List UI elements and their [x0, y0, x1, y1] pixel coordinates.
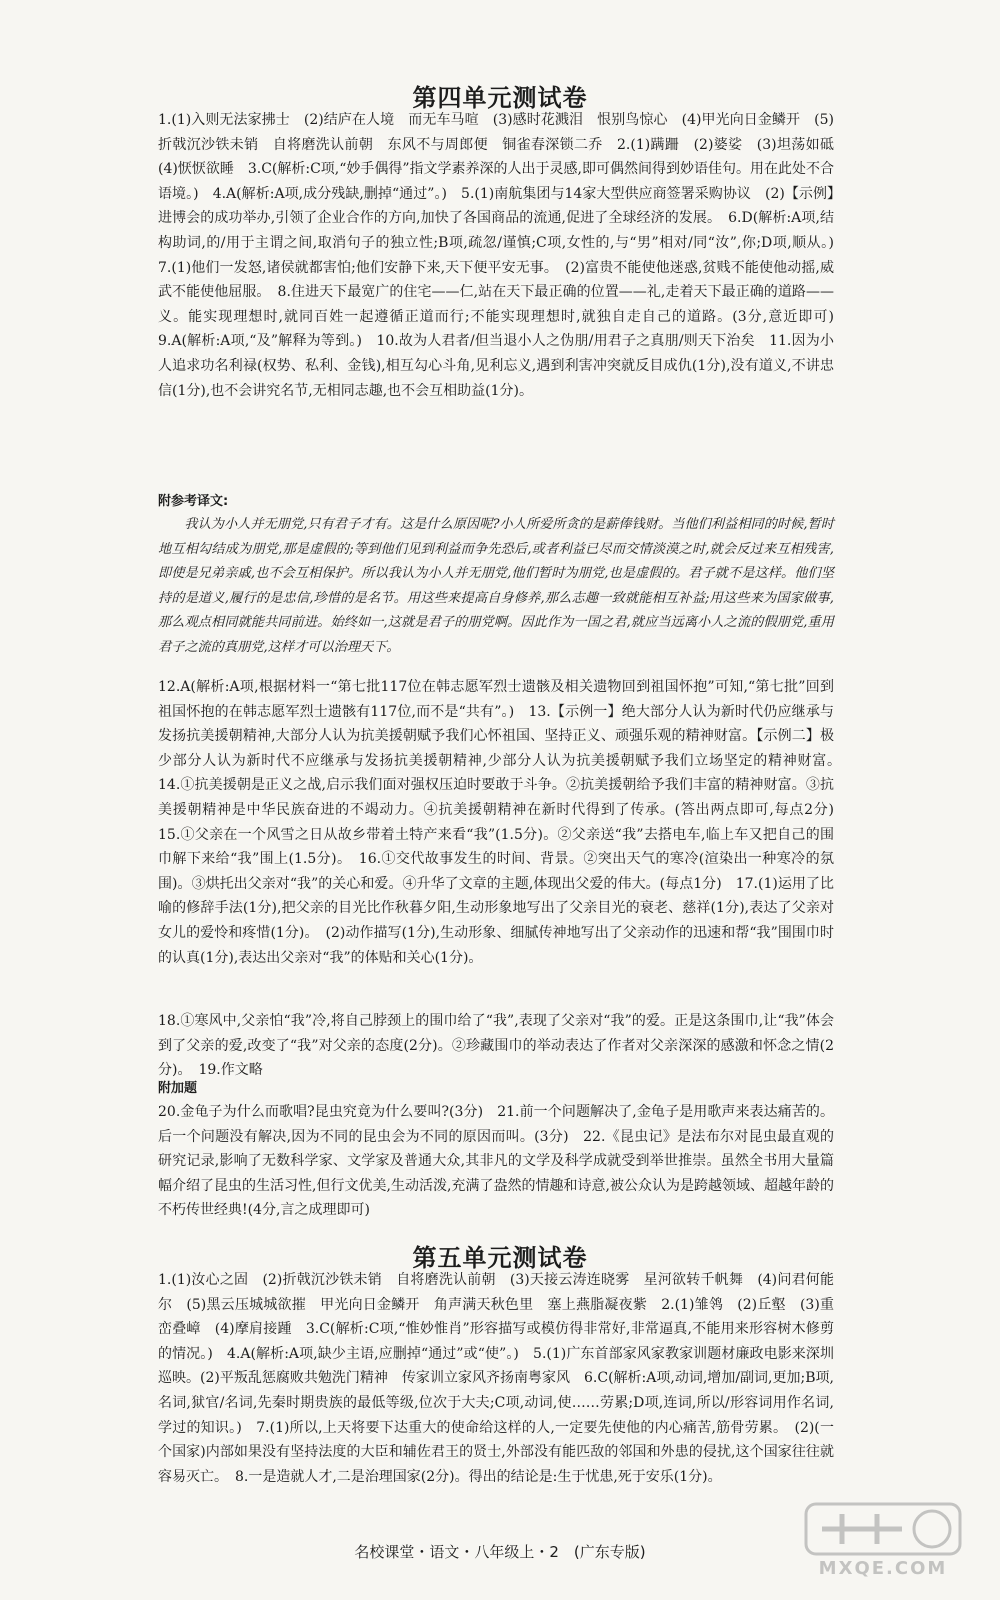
unit4-extra-answers: [158, 1100, 834, 1223]
unit5-title: 第五单元测试卷: [412, 1244, 588, 1272]
reference-translation: [158, 513, 834, 661]
page-footer: 名校课堂・语文・八年级上・2 (广东专版): [354, 1543, 646, 1561]
translation-label: 附参考译文:: [158, 494, 229, 509]
answer-text: 1.(1)入则无法家拂士 (2)结庐在人境 而无车马喧 (3)感时花溅泪 恨别鸟惊心 (4)甲光向日金鳞开 (5)折戟沉沙铁未销 自将磨洗认前朝 东风不与周郎便 铜雀春深锁二乔 2.(1)蹒跚 (2)婆娑 (3)坦荡如砥 (4)恹恹欲睡 3.C(解析:C项,“妙手偶得”指文学素养深的人出于灵感,即可偶然间得到妙语佳句。用在此处不合语境。) 4.A(解析:A项,成分残缺,删掉“通过”。) 5.(1)南航集团与14家大型供应商签署采购协议 (2)【示例】进博会的成功举办,引领了企业合作的方向,加快了各国商品的流通,促进了全球经济的发展。 6.D(解析:A项,结构助词,的/用于主谓之间,取消句子的独立性;B项,疏忽/谨慎;C项,女性的,与“男”相对/同“汝”,你;D项,顺从。) 7.(1)他们一发怒,诸侯就都害怕;他们安静下来,天下便平安无事。 (2)富贵不能使他迷惑,贫贱不能使他动摇,威武不能使他屈服。 8.住进天下最宽广的住宅——仁,站在天下最正确的位置——礼,走着天下最正确的道路——义。能实现理想时,就同百姓一起遵循正道而行;不能实现理想时,就独自走自己的道路。(3分,意近即可) 9.A(解析:A项,“及”解释为等到。) 10.故为人君者/但当退小人之伪朋/用君子之真朋/则天下治矣 11.因为小人追求功名利禄(权势、私利、金钱),相互勾心斗角,见利忘义,遇到利害冲突就反目成仇(1分),没有道义,不讲忠信(1分),也不会讲究名节,无相同志趣,也不会互相助益(1分)。: [158, 112, 848, 399]
unit4-answers-18-19: [158, 1009, 834, 1083]
extra-questions-label: 附加题: [158, 1081, 198, 1096]
watermark-site: MXQE.COM: [818, 1558, 948, 1579]
watermark-circle: [914, 1511, 950, 1547]
answer-text: 18.①寒风中,父亲怕“我”冷,将自己脖颈上的围巾给了“我”,表现了父亲对“我”的爱。正是这条围巾,让“我”体会到了父亲的爱,改变了“我”对父亲的态度(2分)。②珍藏围巾的举动表达了作者对父亲深深的感激和怀念之情(2分)。 19.作文略: [158, 1013, 834, 1079]
translation-text: 我认为小人并无朋党,只有君子才有。这是什么原因呢?小人所爱所贪的是薪俸钱财。当他们利益相同的时候,暂时地互相勾结成为朋党,那是虚假的;等到他们见到利益而争先恐后,或者利益已尽而交情淡漠之时,就会反过来互相残害,即使是兄弟亲戚,也不会互相保护。所以我认为小人并无朋党,他们暂时为朋党,也是虚假的。君子就不是这样。他们坚持的是道义,履行的是忠信,珍惜的是名节。用这些来提高自身修养,那么志趣一致就能相互补益;用这些来为国家做事,那么观点相同就能共同前进。始终如一,这就是君子的朋党啊。因此作为一国之君,就应当远离小人之流的假朋党,重用君子之流的真朋党,这样才可以治理天下。: [158, 517, 834, 655]
unit4-answers-1-11: [158, 108, 848, 403]
answer-text: 20.金龟子为什么而歌唱?昆虫究竟为什么要叫?(3分) 21.前一个问题解决了,金龟子是用歌声来表达痛苦的。后一个问题没有解决,因为不同的昆虫会为不同的原因而叫。(3分) 22.《昆虫记》是法布尔对昆虫最直观的研究记录,影响了无数科学家、文学家及普通大众,其非凡的文学及科学成就受到举世推崇。虽然全书用大量篇幅介绍了昆虫的生活习性,但行文优美,生动活泼,充满了盎然的情趣和诗意,被公众认为是跨越领域、超越年龄的不朽传世经典!(4分,言之成理即可): [158, 1104, 834, 1219]
unit4-title: 第四单元测试卷: [412, 84, 588, 112]
watermark-logo: [802, 1500, 964, 1580]
unit5-answers: [158, 1268, 834, 1489]
answer-text: 1.(1)汝心之固 (2)折戟沉沙铁未销 自将磨洗认前朝 (3)天接云涛连晓雾 星河欲转千帆舞 (4)问君何能尔 (5)黑云压城城欲摧 甲光向日金鳞开 角声满天秋色里 塞上燕脂凝夜紫 2.(1)雏鸰 (2)丘壑 (3)重峦叠嶂 (4)摩肩接踵 3.C(解析:C项,“惟妙惟肖”形容描写或模仿得非常好,非常逼真,不能用来形容树木修剪的情况。) 4.A(解析:A项,缺少主语,应删掉“通过”或“使”。) 5.(1)广东首部家风家教家训题材廉政电影来深圳巡映。(2)平叛乱惩腐败共勉洗门精神 传家训立家风齐扬南粤家风 6.C(解析:A项,动词,增加/副词,更加;B项,名词,狱官/名词,先秦时期贵族的最低等级,位次于大夫;C项,动词,使……劳累;D项,连词,所以/形容词用作名词,学过的知识。) 7.(1)所以,上天将要下达重大的使命给这样的人,一定要先使他的内心痛苦,筋骨劳累。 (2)(一个国家)内部如果没有坚持法度的大臣和辅佐君王的贤士,外部没有能匹敌的邻国和外患的侵扰,这个国家往往就容易灭亡。 8.一是造就人才,二是治理国家(2分)。得出的结论是:生于忧患,死于安乐(1分)。: [158, 1272, 834, 1485]
answer-text: 12.A(解析:A项,根据材料一“第七批117位在韩志愿军烈士遗骸及相关遗物回到祖国怀抱”可知,“第七批”回到祖国怀抱的在韩志愿军烈士遗骸有117位,而不是“共有”。) 13.【示例一】绝大部分人认为新时代仍应继承与发扬抗美援朝精神,大部分人认为抗美援朝赋予我们心怀祖国、坚持正义、顽强乐观的精神财富。【示例二】极少部分人认为新时代不应继承与发扬抗美援朝精神,少部分人认为抗美援朝赋予我们立场坚定的精神财富。 14.①抗美援朝是正义之战,启示我们面对强权压迫时要敢于斗争。②抗美援朝给予我们丰富的精神财富。③抗美援朝精神是中华民族奋进的不竭动力。④抗美援朝精神在新时代得到了传承。(答出两点即可,每点2分) 15.①父亲在一个风雪之日从故乡带着土特产来看“我”(1.5分)。②父亲送“我”去搭电车,临上车又把自己的围巾解下来给“我”围上(1.5分)。 16.①交代故事发生的时间、背景。②突出天气的寒冷(渲染出一种寒冷的氛围)。③烘托出父亲对“我”的关心和爱。④升华了文章的主题,体现出父爱的伟大。(每点1分) 17.(1)运用了比喻的修辞手法(1分),把父亲的目光比作秋暮夕阳,生动形象地写出了父亲目光的衰老、慈祥(1分),表达了父亲对女儿的爱怜和疼惜(1分)。 (2)动作描写(1分),生动形象、细腻传神地写出了父亲动作的迅速和帮“我”围围巾时的认真(1分),表达出父亲对“我”的体贴和关心(1分)。: [158, 679, 848, 966]
unit4-answers-12-17: [158, 675, 848, 970]
